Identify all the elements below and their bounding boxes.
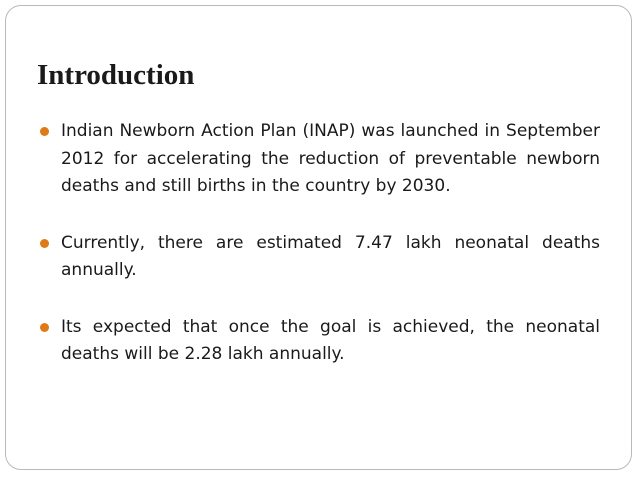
bullet-text: Its expected that once the goal is achieved, the neonatal deaths will be 2.28 lakh annually.: [61, 316, 600, 364]
bullet-item: [40, 230, 600, 285]
bullet-dot-icon: [40, 127, 49, 136]
bullet-dot-icon: [40, 239, 49, 248]
bullet-item: [40, 118, 600, 201]
slide-title: Introduction: [37, 59, 195, 91]
bullet-item: [40, 314, 600, 369]
bullet-text: Indian Newborn Action Plan (INAP) was launched in September 2012 for accelerating the reduction of preventable newborn deaths and still births in the country by 2030.: [61, 121, 600, 196]
bullet-list: [40, 118, 600, 369]
bullet-dot-icon: [40, 323, 49, 332]
bullet-text: Currently, there are estimated 7.47 lakh neonatal deaths annually.: [61, 232, 600, 280]
